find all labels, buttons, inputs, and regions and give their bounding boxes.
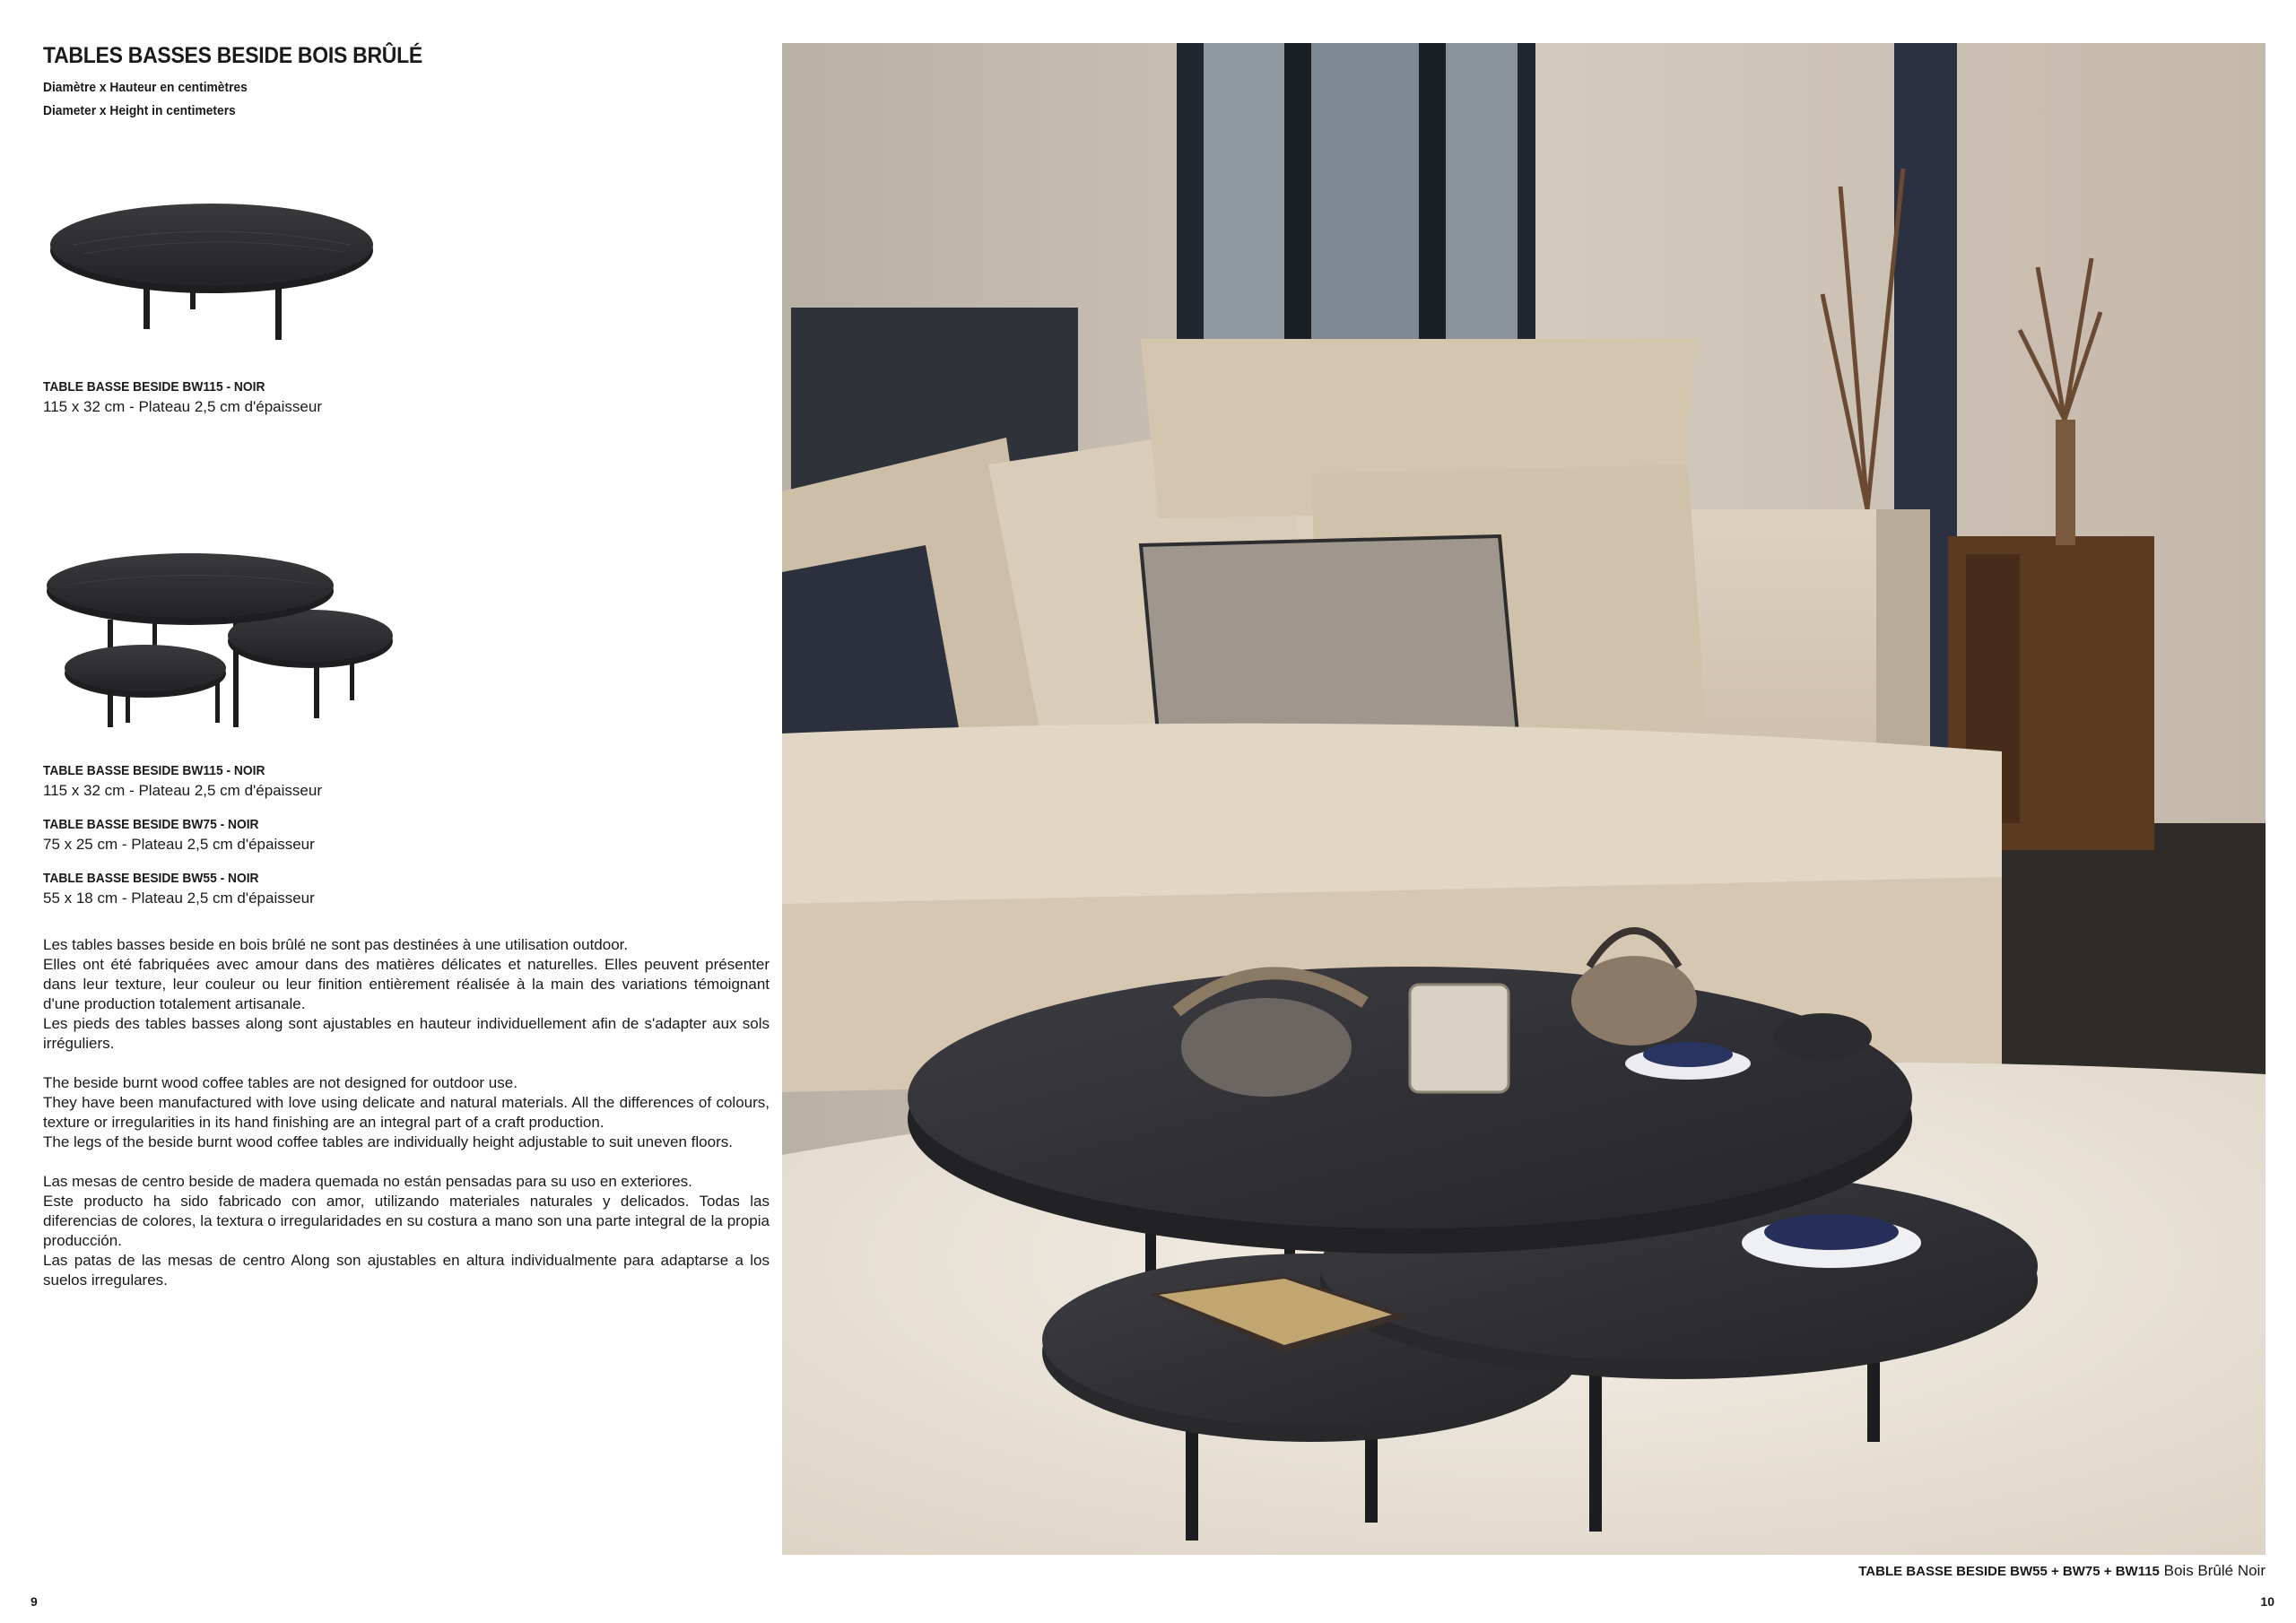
product-spec-list (43, 761, 770, 908)
product-dimensions: 75 x 25 cm - Plateau 2,5 cm d'épaisseur (43, 836, 315, 853)
page-title: TABLES BASSES BESIDE BOIS BRÛLÉ (43, 43, 422, 68)
caption-regular: Bois Brûlé Noir (2163, 1562, 2266, 1579)
caption-bold: TABLE BASSE BESIDE BW55 + BW75 + BW115 (1858, 1564, 2160, 1579)
product-name: TABLE BASSE BESIDE BW55 - NOIR (43, 871, 259, 886)
subtitle (43, 76, 711, 123)
product-name: TABLE BASSE BESIDE BW75 - NOIR (43, 817, 259, 832)
desc-es-1: Las mesas de centro beside de madera quemada no están pensadas para su uso en exteriores. (43, 1173, 692, 1190)
product-spec-bw115 (43, 761, 770, 801)
page-number-left: 9 (30, 1594, 38, 1609)
description (43, 935, 770, 1290)
product-name: TABLE BASSE BESIDE BW115 - NOIR (43, 763, 265, 778)
product-spec-bw75 (43, 815, 770, 855)
photo-caption (1858, 1562, 2266, 1580)
desc-es-3: Las patas de las mesas de centro Along son ajustables en altura individualmente para adaptarse a los suelos irregulares. (43, 1252, 770, 1289)
table-set-image (45, 548, 395, 736)
product-dimensions: 115 x 32 cm - Plateau 2,5 cm d'épaisseur (43, 782, 322, 799)
left-page (43, 43, 770, 1290)
lifestyle-photo (782, 43, 2266, 1555)
desc-en-1: The beside burnt wood coffee tables are not designed for outdoor use. (43, 1074, 517, 1091)
desc-fr-2: Elles ont été fabriquées avec amour dans des matières délicates et naturelles. Elles peuvent présenter dans leur texture, leur couleur ou leur finition entièrement réalisée à la main des variations témoignant d'une production totalement artisanale. (43, 956, 770, 1012)
product-dimensions: 55 x 18 cm - Plateau 2,5 cm d'épaisseur (43, 890, 315, 907)
desc-fr-1: Les tables basses beside en bois brûlé ne sont pas destinées à une utilisation outdoor. (43, 936, 629, 953)
subtitle-en: Diameter x Height in centimeters (43, 103, 236, 118)
subtitle-fr: Diamètre x Hauteur en centimètres (43, 80, 248, 95)
desc-es-2: Este producto ha sido fabricado con amor, utilizando materiales naturales y delicados. Todas las diferencias de colores, la textura o irregularidades en su costura a mano son una parte integral de la propia producción. (43, 1193, 770, 1249)
product-spec-1 (43, 378, 770, 417)
table-single-image (47, 182, 387, 361)
desc-en-3: The legs of the beside burnt wood coffee tables are individually height adjustable to suit uneven floors. (43, 1133, 733, 1150)
product-name: TABLE BASSE BESIDE BW115 - NOIR (43, 379, 265, 395)
product-spec-bw55 (43, 869, 770, 908)
desc-fr-3: Les pieds des tables basses along sont ajustables en hauteur individuellement afin de s'adapter aux sols irréguliers. (43, 1015, 770, 1052)
desc-en-2: They have been manufactured with love using delicate and natural materials. All the differences of colours, texture or irregularities in its hand finishing are an integral part of a craft production. (43, 1094, 770, 1131)
product-dimensions: 115 x 32 cm - Plateau 2,5 cm d'épaisseur (43, 398, 322, 415)
page-number-right: 10 (2260, 1594, 2274, 1609)
